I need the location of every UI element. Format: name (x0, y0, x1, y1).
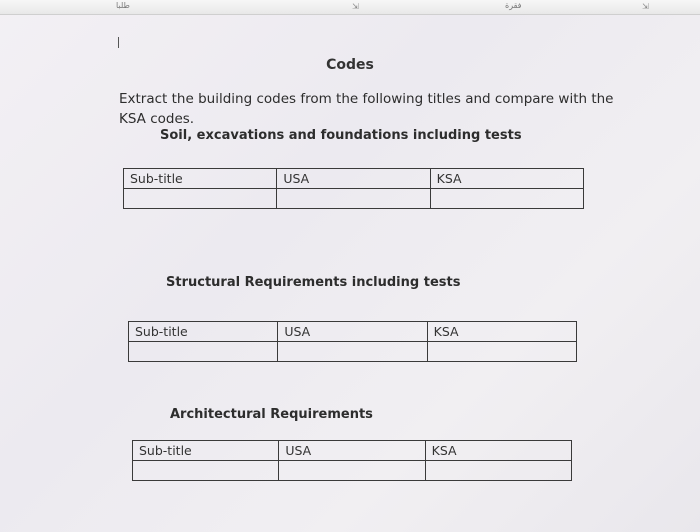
column-header-ksa[interactable]: KSA (430, 169, 583, 189)
table-cell[interactable] (133, 461, 279, 481)
column-header-subtitle[interactable]: Sub-title (133, 441, 279, 461)
column-header-usa[interactable]: USA (278, 322, 427, 342)
table-cell[interactable] (124, 189, 277, 209)
table-cell[interactable] (278, 342, 427, 362)
table-header-row (124, 169, 584, 189)
ribbon-group-label-left[interactable]: طلبا (116, 1, 130, 10)
architectural-comparison-table (132, 440, 572, 481)
soil-comparison-table (123, 168, 584, 209)
column-header-ksa[interactable]: KSA (425, 441, 571, 461)
table-cell[interactable] (430, 189, 583, 209)
table-row (133, 461, 572, 481)
table-cell[interactable] (129, 342, 278, 362)
dialog-launcher-icon[interactable]: ⇲ (352, 2, 359, 11)
structural-comparison-table (128, 321, 577, 362)
table-row (129, 342, 577, 362)
column-header-ksa[interactable]: KSA (427, 322, 576, 342)
column-header-usa[interactable]: USA (277, 169, 430, 189)
table-header-row (133, 441, 572, 461)
intro-paragraph: Extract the building codes from the following titles and compare with the KSA codes. (119, 91, 614, 127)
column-header-subtitle[interactable]: Sub-title (124, 169, 277, 189)
section-heading-structural: Structural Requirements including tests (166, 275, 461, 290)
dialog-launcher-icon[interactable]: ⇲ (642, 2, 649, 11)
column-header-subtitle[interactable]: Sub-title (129, 322, 278, 342)
page-title: Codes (326, 57, 374, 73)
document-page[interactable] (0, 15, 700, 532)
table-cell[interactable] (279, 461, 425, 481)
section-heading-soil: Soil, excavations and foundations including tests (160, 128, 522, 143)
ribbon-group-label-paragraph[interactable]: فقرة (505, 1, 522, 10)
text-cursor (118, 37, 119, 48)
table-cell[interactable] (425, 461, 571, 481)
column-header-usa[interactable]: USA (279, 441, 425, 461)
table-cell[interactable] (277, 189, 430, 209)
table-row (124, 189, 584, 209)
ribbon-bar (0, 0, 700, 15)
table-cell[interactable] (427, 342, 576, 362)
table-header-row (129, 322, 577, 342)
section-heading-architectural: Architectural Requirements (170, 407, 373, 422)
